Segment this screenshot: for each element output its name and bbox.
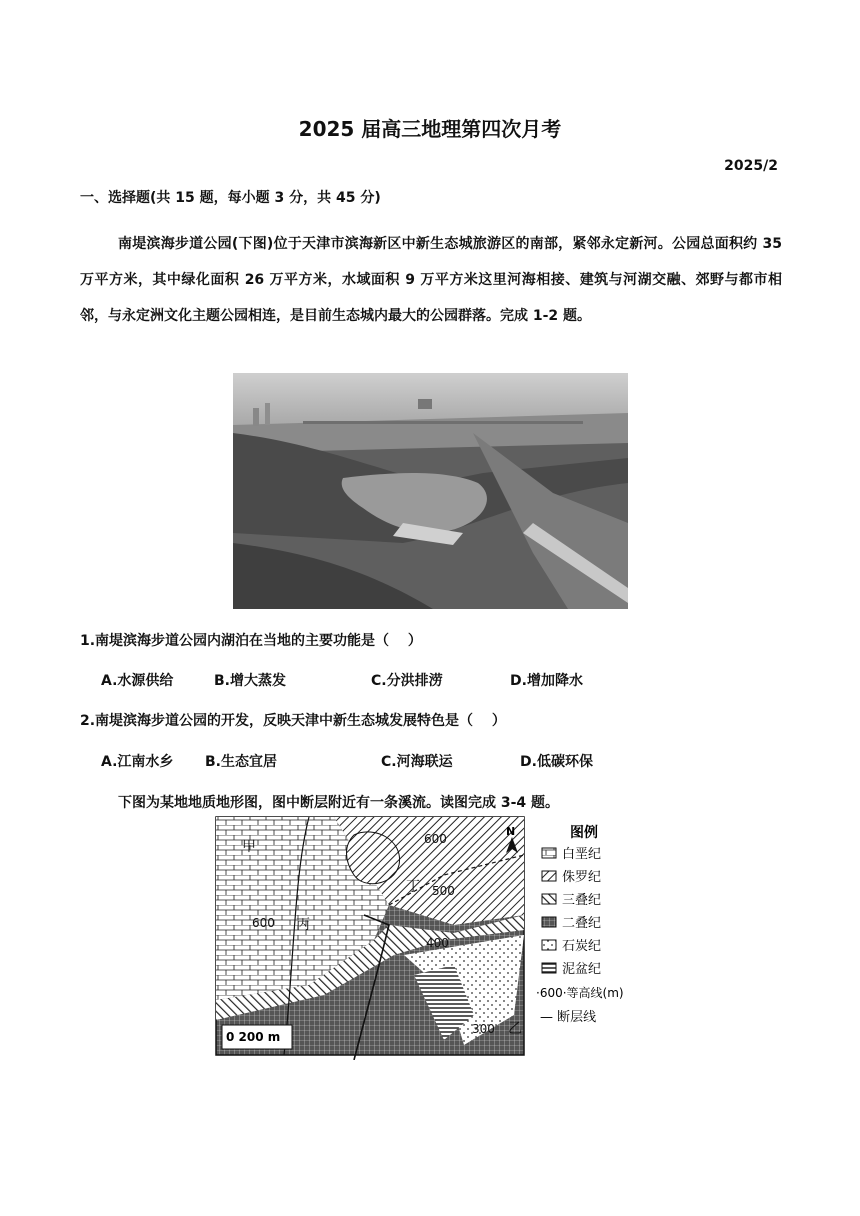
point-jia: 甲 bbox=[242, 839, 256, 855]
legend-carboniferous: 石炭纪 bbox=[562, 939, 602, 954]
legend-swatch-cretaceous bbox=[542, 848, 556, 858]
legend-swatch-devonian bbox=[542, 963, 556, 973]
question-1: 1.南堤滨海步道公园内湖泊在当地的主要功能是（ ） bbox=[80, 633, 422, 649]
legend-triassic: 三叠纪 bbox=[562, 893, 602, 908]
section-heading: 一、选择题(共 15 题，每小题 3 分，共 45 分) bbox=[80, 190, 381, 206]
exam-date: 2025/2 bbox=[724, 158, 778, 174]
point-yi: 乙 bbox=[508, 1021, 522, 1037]
page-title: 2025 届高三地理第四次月考 bbox=[298, 117, 562, 141]
contour-label-600-w: 600 bbox=[252, 916, 275, 930]
geologic-map bbox=[214, 815, 646, 1060]
legend-jurassic: 侏罗纪 bbox=[562, 870, 602, 885]
north-label: N bbox=[506, 825, 516, 838]
contour-label-500: 500 bbox=[432, 884, 455, 898]
q1-option-d: D.增加降水 bbox=[510, 673, 583, 689]
question-2: 2.南堤滨海步道公园的开发，反映天津中新生态城发展特色是（ ） bbox=[80, 713, 506, 729]
contour-label-600-ne: 600 bbox=[424, 832, 447, 846]
q2-option-b: B.生态宜居 bbox=[205, 754, 277, 770]
q1-option-a: A.水源供给 bbox=[101, 673, 174, 689]
scale-bar bbox=[222, 1025, 292, 1049]
q2-option-a: A.江南水乡 bbox=[101, 754, 174, 770]
legend-title: 图例 bbox=[570, 825, 598, 841]
point-ding: 丁 bbox=[406, 879, 420, 895]
q2-option-d: D.低碳环保 bbox=[520, 754, 593, 770]
passage: 南堤滨海步道公园(下图)位于天津市滨海新区中新生态城旅游区的南部，紧邻永定新河。公园总面积约 35 万平方米，其中绿化面积 26 万平方米，水域面积 9 万平方米这里河海相接、建筑与河湖交融、郊野与都市相邻，与永定洲文化主题公园相连，是目前生态城内最大的公园群落。完成 1-2 题。 bbox=[80, 236, 782, 324]
park-photo bbox=[233, 373, 628, 609]
q2-option-c: C.河海联运 bbox=[381, 754, 453, 770]
contour-label-300: 300 bbox=[472, 1022, 495, 1036]
legend-devonian: 泥盆纪 bbox=[562, 962, 602, 977]
legend-swatch-jurassic bbox=[542, 871, 556, 881]
legend-contour: ·600·等高线(m) bbox=[536, 986, 624, 1000]
legend-swatch-permian bbox=[542, 917, 556, 927]
legend-fault: — 断层线 bbox=[540, 1010, 597, 1025]
q1-option-c: C.分洪排涝 bbox=[371, 673, 443, 689]
scale-label: 0 200 m bbox=[226, 1030, 281, 1044]
point-bing: 丙 bbox=[296, 917, 310, 933]
q1-option-b: B.增大蒸发 bbox=[214, 673, 286, 689]
legend-swatch-carboniferous bbox=[542, 940, 556, 950]
legend-permian: 二叠纪 bbox=[562, 916, 602, 931]
legend-cretaceous: 白垩纪 bbox=[562, 847, 602, 862]
legend bbox=[529, 817, 646, 1055]
intro-3-4: 下图为某地地质地形图，图中断层附近有一条溪流。读图完成 3-4 题。 bbox=[118, 795, 560, 811]
legend-swatch-triassic bbox=[542, 894, 556, 904]
contour-label-400: 400 bbox=[426, 936, 449, 950]
